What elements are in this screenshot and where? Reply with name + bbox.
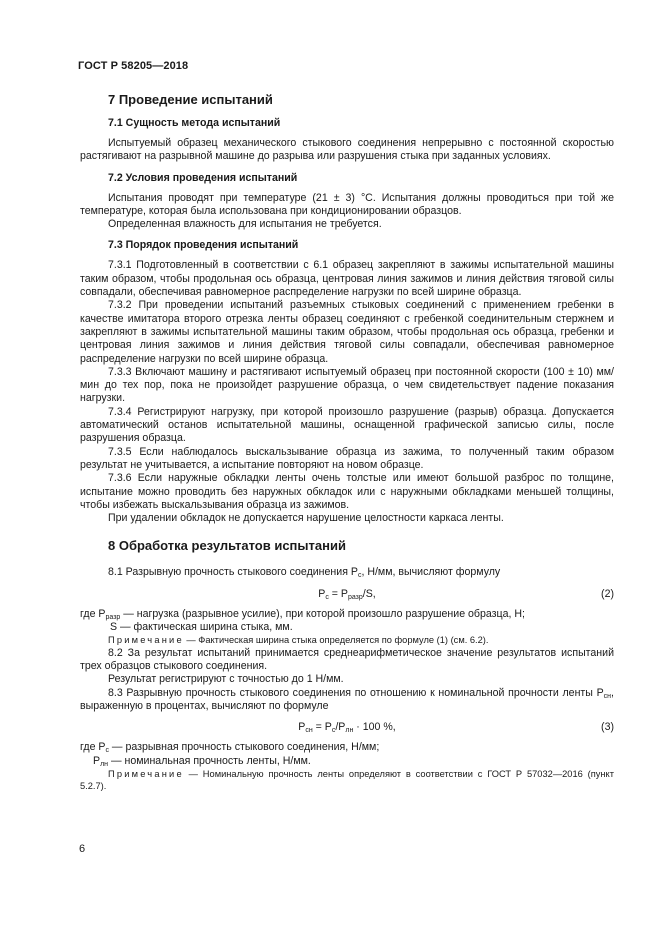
paragraph-7-1: Испытуемый образец механического стыкового соединения непрерывно с постоянной скоростью растягивают на разрывной машине до разрыва или разрушения стыка при заданных условиях. (80, 137, 614, 163)
subsection-7-3-title: 7.3 Порядок проведения испытаний (108, 239, 299, 252)
subsection-7-1-title: 7.1 Сущность метода испытаний (108, 117, 281, 129)
formula-3-number: (3) (601, 721, 614, 734)
paragraph-7-2-2: Определенная влажность для испытания не требуется. (108, 218, 382, 231)
paragraph-7-3-6: 7.3.6 Если наружные обкладки ленты очень толстые или имеют большой разброс по толщине, испытание можно проводить без наружных обкладок или с наружными обкладками меньшей толщины, чтобы избежать выскальзывания образца из зажимов. (80, 472, 614, 511)
paragraph-8-1: 8.1 Разрывную прочность стыкового соединения $P_с$, Н/мм, вычисляют формулу (108, 566, 501, 580)
page-number: 6 (79, 843, 86, 855)
paragraph-8-2-b: Результат регистрируют с точностью до 1 Н/мм. (108, 673, 344, 686)
formula-2-legend (80, 608, 614, 635)
formula-2-number: (2) (601, 587, 614, 600)
legend-p-razr: где $P_{разр}$ — нагрузка (разрывное усилие), при которой произошло разрушение образца, Н; (80, 607, 525, 621)
paragraph-7-3-2: 7.3.2 При проведении испытаний разъемных стыковых соединений с применением гребенки в качестве имитатора второго отрезка ленты образец соединяют с гребенкой соединительным стержнем и закрепляют в зажимы испытательной машины таким образом, чтобы продольная ось образца, гребенки и центровая линия зажимов и линия действия тяговой силы совпадали, обеспечивая равномерное распределение нагрузки по всей ширине образца. (80, 299, 614, 365)
paragraph-8-3: 8.3 Разрывную прочность стыкового соединения по отношению к номинальной прочности ленты $P_{сн}$, выраженную в процентах, вычисляют по формуле (80, 686, 614, 712)
section-8-title: 8 Обработка результатов испытаний (108, 538, 346, 554)
legend-p-c: где $P_с$ — разрывная прочность стыкового соединения, Н/мм; (80, 741, 380, 755)
document-body (80, 92, 614, 793)
formula-3-legend (80, 741, 614, 768)
legend-p-ln: $P_{лн}$ — номинальная прочность ленты, Н/мм. (93, 754, 311, 768)
formula-3-expression: $P_{сн} = P_с/P_{лн} \cdot 100$ %, (298, 721, 396, 735)
paragraph-7-3-4: 7.3.4 Регистрируют нагрузку, при которой произошло разрушение (разрыв) образца. Допускается автоматический останов испытательной машины, оснащенной графической записью силы, после разрушения образца. (80, 405, 614, 445)
formula-3 (80, 721, 614, 736)
paragraph-7-3-3: 7.3.3 Включают машину и растягивают испытуемый образец при постоянной скорости (100 ± 10) мм/мин до тех пор, пока не произойдет разрушение образца, о чем свидетельствует падение показания нагрузки. (80, 365, 614, 405)
paragraph-7-3-5: 7.3.5 Если наблюдалось выскальзывание образца из зажима, то полученный таким образом результат не учитывается, а испытание повторяют на новом образце. (80, 445, 614, 471)
paragraph-7-3-6-b: При удалении обкладок не допускается нарушение целостности каркаса ленты. (108, 512, 504, 525)
section-7-title: 7 Проведение испытаний (108, 92, 273, 107)
legend-s: S — фактическая ширина стыка, мм. (110, 621, 293, 634)
paragraph-8-2: 8.2 За результат испытаний принимается среднеарифметическое значение результатов испытаний трех образцов стыкового соединения. (80, 646, 614, 673)
note-2: Примечание — Номинальную прочность ленты определяют в соответствии с ГОСТ Р 57032—2016 (пункт 5.2.7). (80, 768, 614, 792)
subsection-7-2-title: 7.2 Условия проведения испытаний (108, 171, 298, 184)
document-header: ГОСТ Р 58205—2018 (78, 60, 189, 72)
formula-2-expression: $P_с = P_{разр}/S$, (318, 587, 376, 601)
paragraph-7-2-1: Испытания проводят при температуре (21 ± 3) °С. Испытания должны проводиться при той же температуре, которая была использована при кондиционировании образцов. (80, 191, 614, 217)
note-1: Примечание — Фактическая ширина стыка определяется по формуле (1) (см. 6.2). (108, 635, 489, 646)
formula-2 (80, 588, 614, 603)
paragraph-7-3-1: 7.3.1 Подготовленный в соответствии с 6.1 образец закрепляют в зажимы испытательной машины таким образом, чтобы продольная ось образца, центровая линия зажимов и линия действия тяговой силы совпадали, обеспечивая равномерное распределение нагрузки по всей ширине образца. (80, 259, 614, 299)
